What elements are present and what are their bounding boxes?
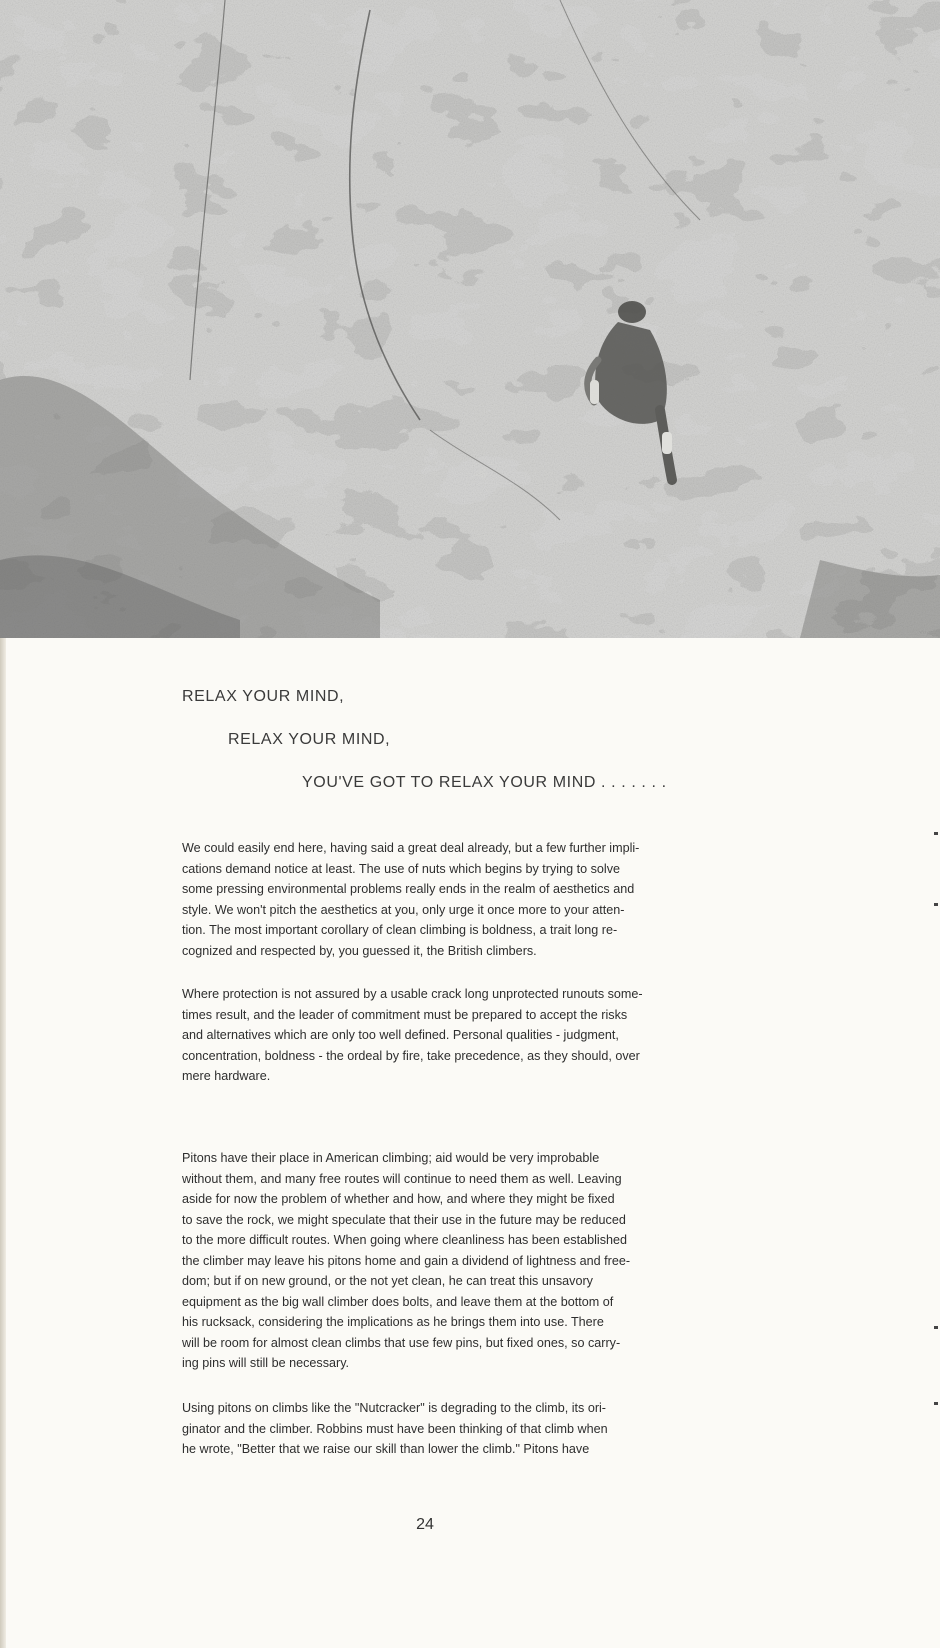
paragraph-4 (182, 1398, 782, 1460)
margin-mark (934, 832, 938, 835)
text-line: Where protection is not assured by a usable crack long unprotected runouts some- (182, 987, 643, 1001)
page-number: 24 (416, 1516, 434, 1533)
text-line: Pitons have their place in American climbing; aid would be very improbable (182, 1151, 600, 1165)
text-line: cognized and respected by, you guessed it, the British climbers. (182, 943, 537, 958)
text-line: the climber may leave his pitons home and gain a dividend of lightness and free- (182, 1253, 631, 1268)
text-line: and alternatives which are only too well defined. Personal qualities - judgment, (182, 1028, 619, 1042)
climber-photo (0, 0, 940, 638)
margin-mark (934, 903, 938, 906)
text-line: to the more difficult routes. When going where cleanliness has been established (182, 1233, 628, 1247)
text-line: will be room for almost clean climbs that use few pins, but fixed ones, so carry- (182, 1335, 621, 1350)
margin-mark (934, 1326, 938, 1329)
paragraph-2 (182, 984, 782, 1087)
text-line: to save the rock, we might speculate that their use in the future may be reduced (182, 1212, 626, 1227)
paragraph-1 (182, 838, 782, 961)
text-line: aside for now the problem of whether and how, and where they might be fixed (182, 1192, 615, 1206)
text-line: dom; but if on new ground, or the not yet clean, he can treat this unsavory (182, 1274, 593, 1288)
text-line: times result, and the leader of commitment must be prepared to accept the risks (182, 1007, 628, 1022)
refrain-line-3: YOU'VE GOT TO RELAX YOUR MIND . . . . . . . (302, 774, 667, 791)
rock-face-image (0, 0, 940, 638)
text-line: some pressing environmental problems really ends in the realm of aesthetics and (182, 882, 635, 896)
text-line: style. We won't pitch the aesthetics at you, only urge it once more to your atten- (182, 902, 625, 917)
refrain-line-1: RELAX YOUR MIND, (182, 688, 345, 705)
text-line: equipment as the big wall climber does bolts, and leave them at the bottom of (182, 1294, 614, 1309)
text-line: Using pitons on climbs like the "Nutcracker" is degrading to the climb, its ori- (182, 1401, 607, 1415)
text-line: ing pins will still be necessary. (182, 1356, 350, 1370)
text-line: his rucksack, considering the implications as he brings them into use. There (182, 1315, 604, 1329)
text-line: without them, and many free routes will continue to need them as well. Leaving (182, 1171, 622, 1186)
refrain-line-2: RELAX YOUR MIND, (228, 731, 391, 748)
paragraph-3 (182, 1148, 782, 1374)
text-line: concentration, boldness - the ordeal by fire, take precedence, as they should, over (182, 1048, 640, 1063)
text-line: ginator and the climber. Robbins must have been thinking of that climb when (182, 1421, 608, 1436)
margin-mark (934, 1402, 938, 1405)
text-line: tion. The most important corollary of clean climbing is boldness, a trait long re- (182, 923, 618, 937)
text-line: We could easily end here, having said a great deal already, but a few further impli- (182, 841, 640, 855)
text-line: he wrote, "Better that we raise our skill than lower the climb." Pitons have (182, 1442, 590, 1456)
text-line: mere hardware. (182, 1069, 271, 1083)
text-line: cations demand notice at least. The use of nuts which begins by trying to solve (182, 861, 621, 876)
